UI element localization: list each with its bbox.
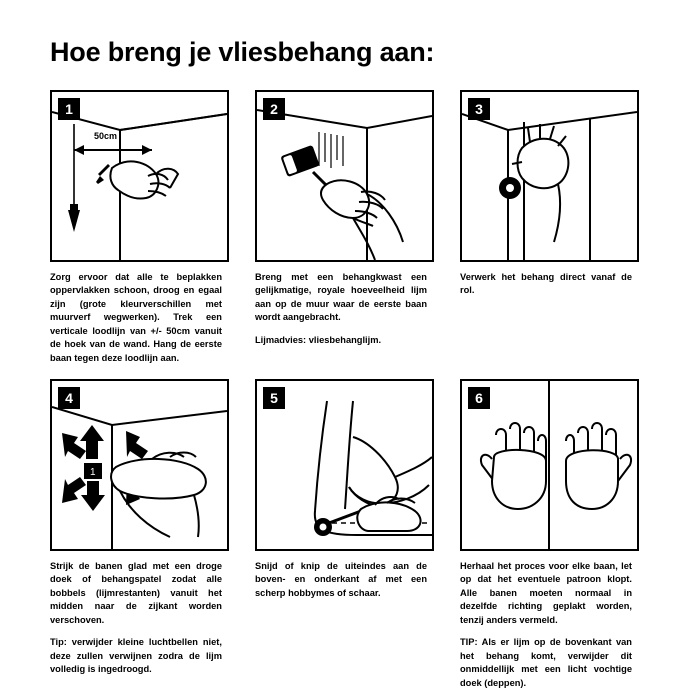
step-illustration-2	[255, 90, 434, 262]
step-caption-1	[50, 271, 222, 365]
step-cell-6	[460, 379, 665, 690]
step-illustration-4	[50, 379, 229, 551]
step-number-2: 2	[263, 98, 285, 120]
step-cell-1	[50, 90, 255, 365]
step-caption-4	[50, 560, 222, 677]
step-caption-6	[460, 560, 632, 690]
step-caption-5-p1: Snijd of knip de uiteindes aan de boven- en onderkant af met een scherp hobbymes of schaar.	[255, 560, 427, 598]
step-caption-3-p1: Verwerk het behang direct vanaf de rol.	[460, 271, 632, 296]
step-number-1: 1	[58, 98, 80, 120]
step-illustration-6	[460, 379, 639, 551]
step-caption-3	[460, 271, 632, 298]
steps-grid	[50, 90, 656, 691]
step-cell-4	[50, 379, 255, 690]
step-illustration-1	[50, 90, 229, 262]
step-caption-2-p1: Breng met een behangkwast een gelijkmatige, royale hoeveelheid lijm aan op de muur waar de eerste baan wordt aangebracht.	[255, 271, 427, 323]
step-caption-2-p2: Lijmadvies: vliesbehanglijm.	[255, 334, 382, 345]
step-caption-6-p1: Herhaal het proces voor elke baan, let op dat het eventuele patroon klopt. Alle banen moeten normaal in dezelfde richting geplakt worden, tenzij anders vermeld.	[460, 560, 632, 625]
step-caption-2	[255, 271, 427, 347]
step-number-5: 5	[263, 387, 285, 409]
step-cell-2	[255, 90, 460, 365]
svg-text:1: 1	[90, 466, 96, 478]
step-number-4: 4	[58, 387, 80, 409]
step-number-6: 6	[468, 387, 490, 409]
step-illustration-5	[255, 379, 434, 551]
step-cell-5	[255, 379, 460, 690]
step-caption-6-p2: TIP: Als er lijm op de bovenkant van het behang komt, verwijder dit onmiddellijk met een licht vochtige doek (deppen).	[460, 637, 632, 688]
page-title: Hoe breng je vliesbehang aan:	[50, 37, 435, 67]
step-illustration-3	[460, 90, 639, 262]
step-caption-4-p1: Strijk de banen glad met een droge doek of behangspatel zodat alle bobbels (lijmrestanten) vanuit het midden naar de zijkant worden verschoven.	[50, 560, 222, 625]
measure-label-50cm: 50cm	[94, 130, 118, 141]
step-caption-1-p1: Zorg ervoor dat alle te beplakken oppervlakken schoon, droog en egaal zijn (grote kleurverschillen met muurverf wegwerken). Trek een verticale loodlijn van +/- 50cm vanuit de hoek van de wand. Hang de eerste baan tegen deze loodlijn aan.	[50, 271, 222, 363]
step-number-3: 3	[468, 98, 490, 120]
step-caption-5	[255, 560, 427, 600]
step-caption-4-p2: Tip: verwijder kleine luchtbellen niet, deze zullen verwijnen zodra de lijm volledig is ingedroogd.	[50, 637, 222, 675]
step-cell-3	[460, 90, 665, 365]
